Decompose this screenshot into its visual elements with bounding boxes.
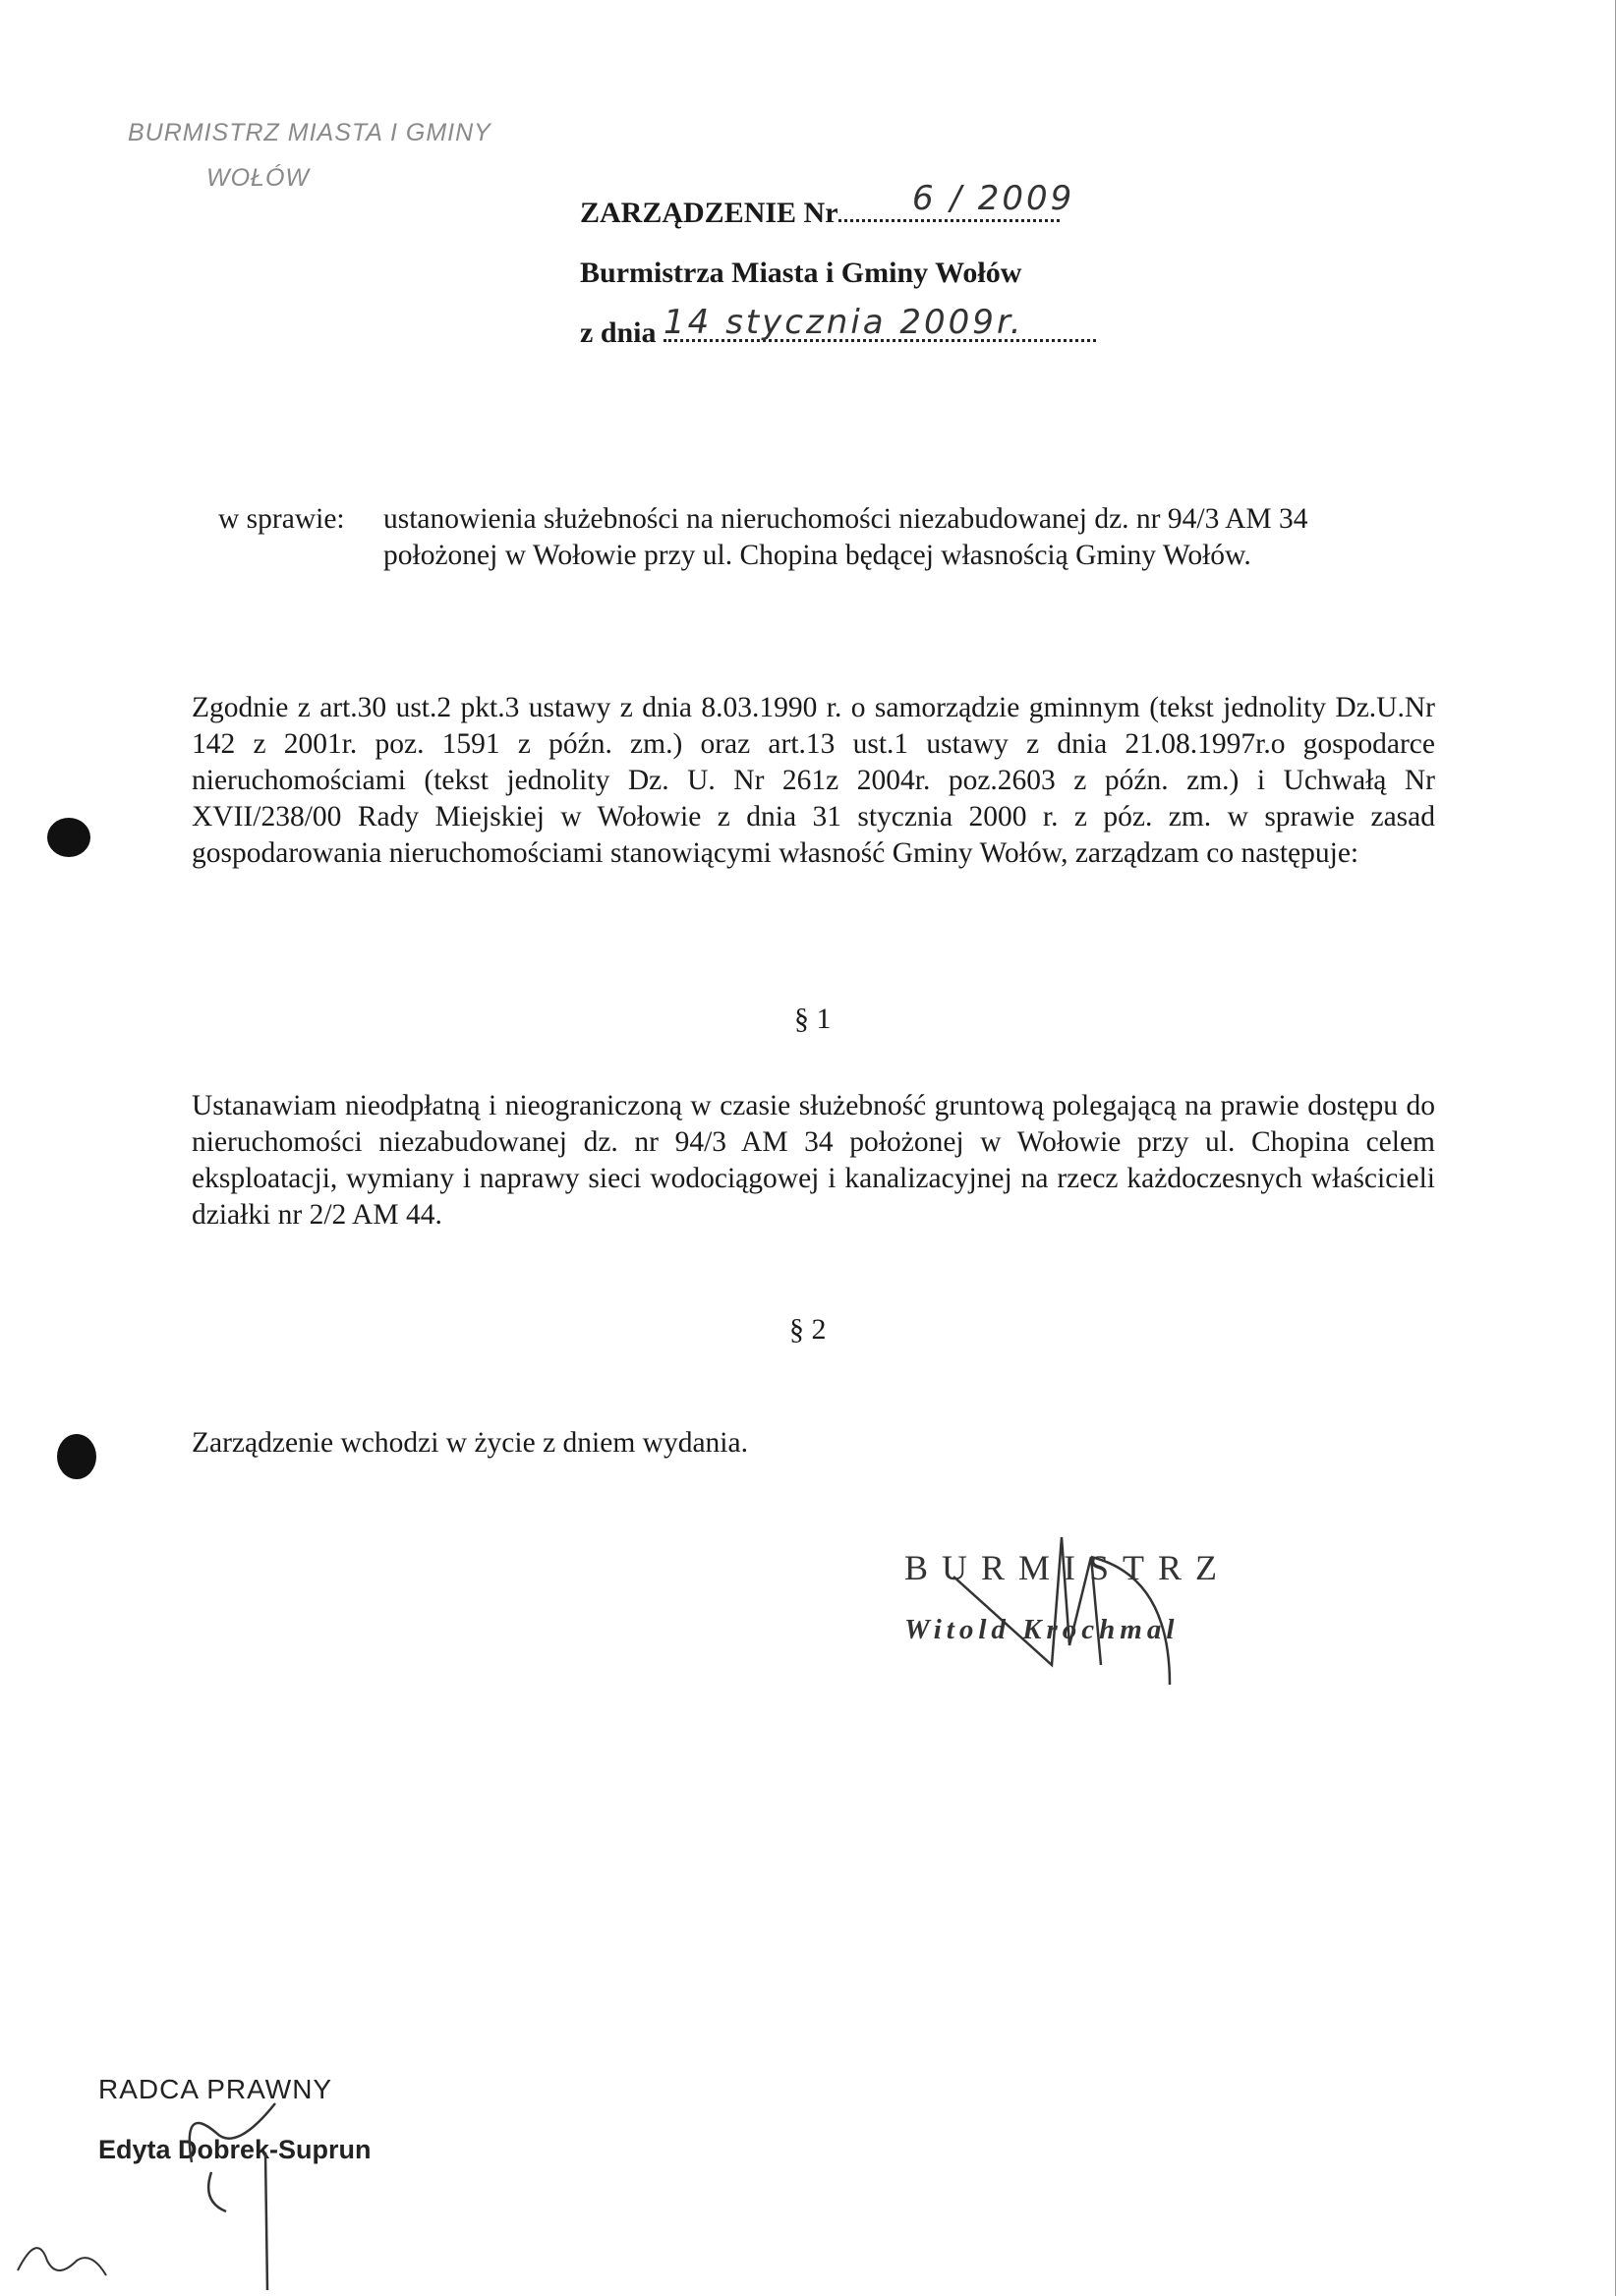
section-2-mark: § 2 — [789, 1313, 827, 1346]
subject-text: ustanowienia służebności na nieruchomości niezabudowanej dz. nr 94/3 AM 34 położonej w Wołowie przy ul. Chopina będącej własnością Gminy Wołów. — [383, 503, 1308, 571]
document-title: ZARZĄDZENIE Nr — [580, 197, 838, 229]
stamp-line-2: WOŁÓW — [206, 164, 310, 192]
legal-counsel-title: RADCA PRAWNY — [98, 2074, 333, 2104]
section-1-mark: § 1 — [794, 1003, 832, 1035]
office-stamp — [128, 110, 491, 201]
initials-scribble-icon — [8, 2231, 116, 2290]
document-number: 6 / 2009 — [912, 179, 1075, 218]
signature-title: BURMISTRZ — [904, 1548, 1232, 1587]
section-1-text: Ustanawiam nieodpłatną i nieograniczoną w czasie służebność gruntową polegającą na prawie dostępu do nieruchomości niezabudowanej dz. nr 94/3 AM 34 położonej w Wołowie przy ul. Chopina celem eksploatacji, wymiany i naprawy sieci wodociągowej i kanalizacyjnej na rzecz każdoczesnych właścicieli działki nr 2/2 AM 44. — [192, 1090, 1435, 1231]
preamble-paragraph: Zgodnie z art.30 ust.2 pkt.3 ustawy z dnia 8.03.1990 r. o samorządzie gminnym (tekst jednolity Dz.U.Nr 142 z 2001r. poz. 1591 z późn. zm.) oraz art.13 ust.1 ustawy z dnia 21.08.1997r.o gospodarce nieruchomościami (tekst jednolity Dz. U. Nr 261z 2004r. poz.2603 z późn. zm.) i Uchwałą Nr XVII/238/00 Rady Miejskiej w Wołowie z dnia 31 stycznia 2000 r. z póz. zm. w sprawie zasad gospodarowania nieruchomościami stanowiącymi własność Gminy Wołów, zarządzam co następuje: — [192, 692, 1435, 869]
section-2-text: Zarządzenie wchodzi w życie z dniem wydania. — [192, 1427, 748, 1459]
punch-hole-mark — [47, 818, 90, 857]
subject-label: w sprawie: — [218, 503, 345, 535]
signature-name: Witold Krochmal — [904, 1614, 1180, 1645]
document-date: 14 stycznia 2009r. — [664, 303, 1024, 342]
subject-block — [218, 501, 1437, 574]
legal-counsel-name: Edyta Dobrek-Suprun — [98, 2135, 372, 2164]
issuer: Burmistrza Miasta i Gminy Wołów — [580, 257, 1022, 289]
legal-counsel-stamp — [98, 2074, 372, 2165]
handwritten-signature-icon — [944, 1518, 1199, 1714]
legal-counsel-signature-icon — [157, 2094, 354, 2290]
date-label: z dnia — [580, 316, 657, 349]
punch-hole-mark — [57, 1434, 96, 1479]
document-header — [580, 179, 1096, 363]
mayor-signature-stamp — [904, 1547, 1231, 1646]
stamp-line-1: BURMISTRZ MIASTA I GMINY — [128, 119, 491, 146]
